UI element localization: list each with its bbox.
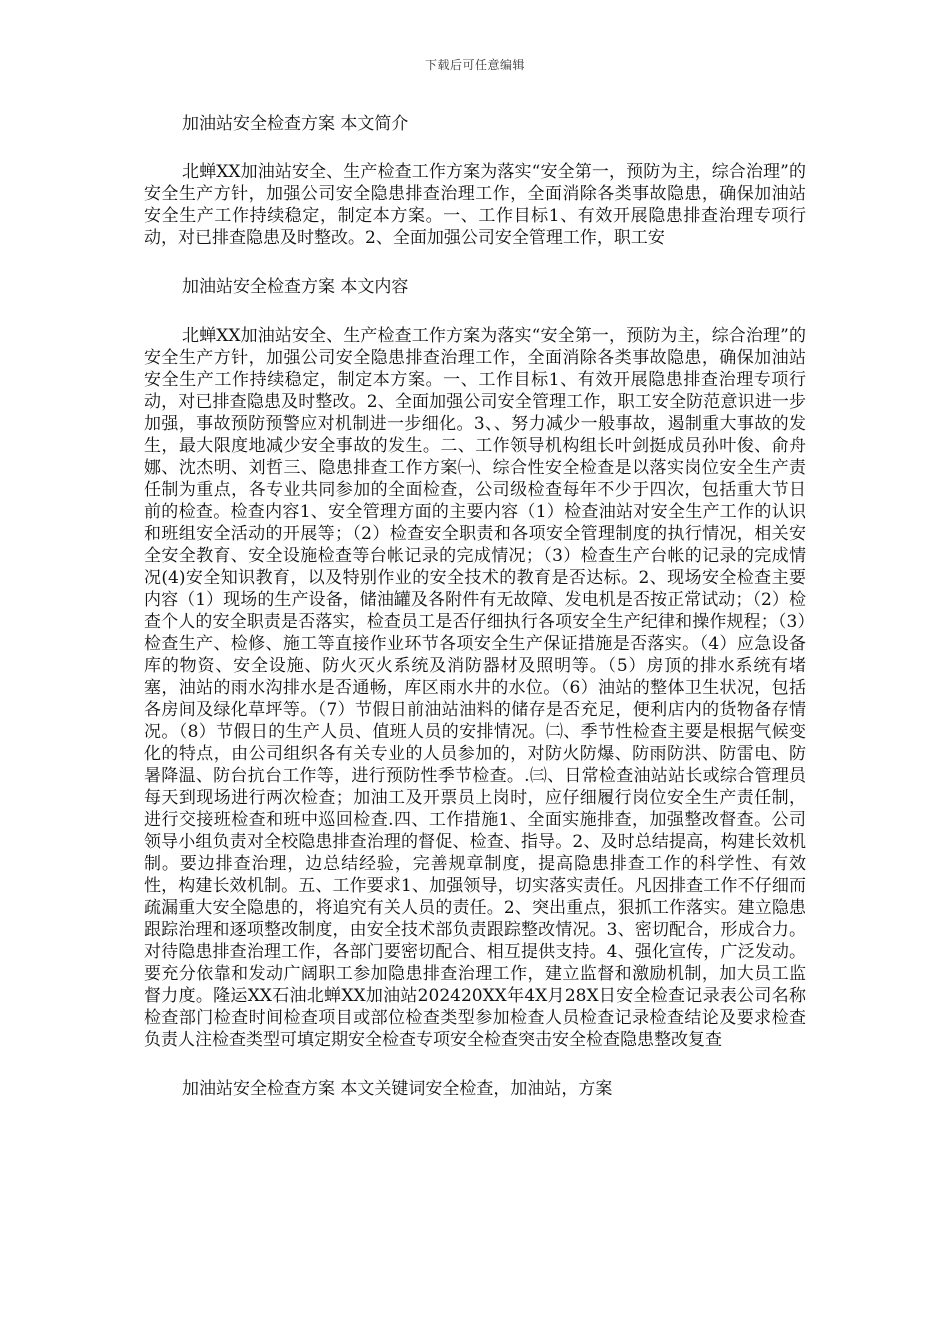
- section-title-content: 加油站安全检查方案 本文内容: [182, 277, 409, 297]
- section-paragraph-summary: 北蝉XX加油站安全、生产检查工作方案为落实“安全第一，预防为主，综合治理”的安全生产方针，加强公司安全隐患排查治理工作，全面消除各类事故隐患，确保加油站安全生产工作持续稳定，制定本方案。一、工作目标1、有效开展隐患排查治理专项行动，对已排查隐患及时整改。2、全面加强公司安全管理工作，职工安: [144, 162, 806, 248]
- header-note: 下载后可任意编辑: [424, 58, 525, 72]
- document-body: [144, 112, 806, 1101]
- section-paragraph-content: 北蝉XX加油站安全、生产检查工作方案为落实“安全第一，预防为主，综合治理”的安全生产方针，加强公司安全隐患排查治理工作，全面消除各类事故隐患，确保加油站安全生产工作持续稳定，制定本方案。一、工作目标1、有效开展隐患排查治理专项行动，对已排查隐患及时整改。2、全面加强公司安全管理工作，职工安全防范意识进一步加强，事故预防预警应对机制进一步细化。3、、努力减少一般事故，遏制重大事故的发生，最大限度地减少安全事故的发生。二、工作领导机构组长叶剑挺成员孙叶俊、俞舟娜、沈杰明、刘哲三、隐患排查工作方案㈠、综合性安全检查是以落实岗位安全生产责任制为重点，各专业共同参加的全面检查，公司级检查每年不少于四次，包括重大节日前的检查。检查内容1、安全管理方面的主要内容（1）检查油站对安全生产工作的认识和班组安全活动的开展等；（2）检查安全职责和各项安全管理制度的执行情况，相关安全安全教育、安全设施检查等台帐记录的完成情况；（3）检查生产台帐的记录的完成情况(4)安全知识教育，以及特别作业的安全技术的教育是否达标。2、现场安全检查主要内容（1）现场的生产设备，储油罐及各附件有无故障、发电机是否按正常试动；（2）检查个人的安全职责是否落实，检查员工是否仔细执行各项安全生产纪律和操作规程；（3）检查生产、检修、施工等直接作业环节各项安全生产保证措施是否落实。（4）应急设备库的物资、安全设施、防火灭火系统及消防器材及照明等。（5）房顶的排水系统有堵塞，油站的雨水沟排水是否通畅，库区雨水井的水位。（6）油站的整体卫生状况，包括各房间及绿化草坪等。（7）节假日前油站油料的储存是否充足，便利店内的货物备存情况。（8）节假日的生产人员、值班人员的安排情况。㈡、季节性检查主要是根据气候变化的特点，由公司组织各有关专业的人员参加的，对防火防爆、防雨防洪、防雷电、防暑降温、防台抗台工作等，进行预防性季节检查。.㈢、日常检查油站站长或综合管理员每天到现场进行两次检查；加油工及开票员上岗时，应仔细履行岗位安全生产责任制，进行交接班检查和班中巡回检查.四、工作措施1、全面实施排查，加强整改督查。公司领导小组负责对全校隐患排查治理的督促、检查、指导。2、及时总结提高，构建长效机制。要边排查治理，边总结经验，完善规章制度，提高隐患排查工作的科学性、有效性，构建长效机制。五、工作要求1、加强领导，切实落实责任。凡因排查工作不仔细而疏漏重大安全隐患的，将追究有关人员的责任。2、突出重点，狠抓工作落实。建立隐患跟踪治理和逐项整改制度，由安全技术部负责跟踪整改情况。3、密切配合，形成合力。对待隐患排查治理工作，各部门要密切配合、相互提供支持。4、强化宣传，广泛发动。要充分依靠和发动广阔职工参加隐患排查治理工作，建立监督和激励机制，加大员工监督力度。隆运XX石油北蝉XX加油站202420XX年4X月28X日安全检查记录表公司名称检查部门检查时间检查项目或部位检查类型参加检查人员检查记录检查结论及要求检查负责人注检查类型可填定期安全检查专项安全检查突击安全检查隐患整改复查: [144, 326, 806, 1050]
- section-title-summary: 加油站安全检查方案 本文简介: [182, 114, 409, 134]
- section-title-keywords: 加油站安全检查方案 本文关键词安全检查，加油站，方案: [182, 1079, 613, 1099]
